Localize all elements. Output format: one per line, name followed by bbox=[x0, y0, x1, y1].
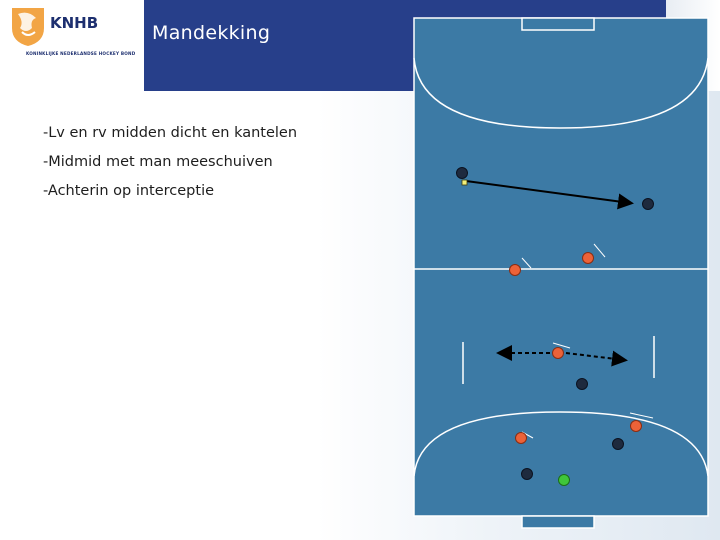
goalkeeper bbox=[559, 475, 570, 486]
bullet-item: -Lv en rv midden dicht en kantelen bbox=[43, 125, 298, 141]
bottom-goal bbox=[522, 516, 594, 528]
slide-title: Mandekking bbox=[152, 22, 271, 44]
top-goal bbox=[522, 18, 594, 30]
bullet-item: -Midmid met man meeschuiven bbox=[43, 154, 273, 170]
opponent-player bbox=[522, 469, 533, 480]
own-player bbox=[516, 433, 527, 444]
opponent-player bbox=[643, 199, 654, 210]
own-player bbox=[510, 265, 521, 276]
logo-subtitle: KONINKLIJKE NEDERLANDSE HOCKEY BOND bbox=[26, 51, 136, 56]
opponent-player bbox=[613, 439, 624, 450]
logo-name: KNHB bbox=[50, 14, 99, 32]
own-player bbox=[631, 421, 642, 432]
opponent-player bbox=[457, 168, 468, 179]
own-player bbox=[553, 348, 564, 359]
own-player bbox=[583, 253, 594, 264]
ball bbox=[462, 180, 467, 185]
opponent-player bbox=[577, 379, 588, 390]
field-pitch bbox=[414, 18, 708, 516]
bullet-item: -Achterin op interceptie bbox=[43, 183, 215, 199]
